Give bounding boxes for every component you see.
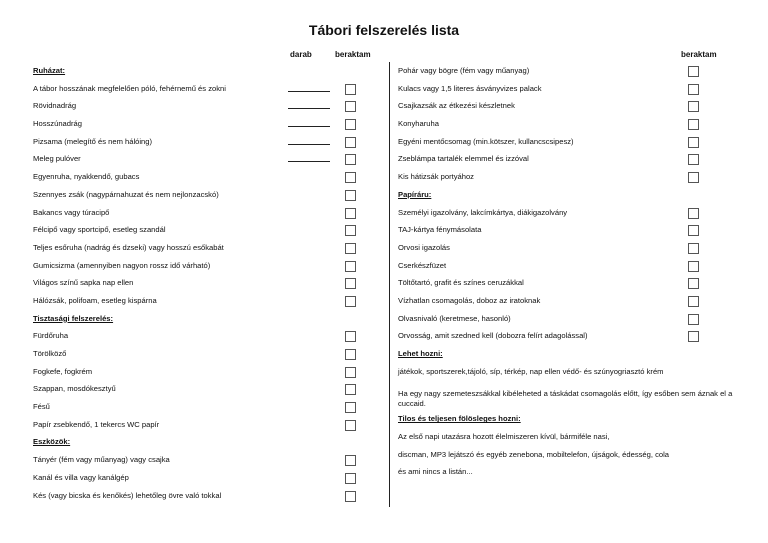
packed-checkbox[interactable] bbox=[688, 66, 699, 77]
count-blank[interactable] bbox=[288, 115, 330, 127]
right-checklist bbox=[398, 62, 748, 481]
packed-checkbox[interactable] bbox=[345, 119, 356, 130]
packed-checkbox[interactable] bbox=[345, 84, 356, 95]
packed-checkbox[interactable] bbox=[345, 154, 356, 165]
item-label: Törölköző bbox=[33, 349, 67, 358]
item-label: Az első napi utazásra hozott élelmiszeren kívül, bármiféle nasi, bbox=[398, 432, 610, 442]
item-label: Bakancs vagy túracipő bbox=[33, 207, 110, 217]
packed-checkbox[interactable] bbox=[345, 349, 356, 360]
packed-checkbox[interactable] bbox=[688, 137, 699, 148]
checklist-row bbox=[398, 292, 748, 310]
item-label: Pizsama (melegítő és nem hálóing) bbox=[33, 136, 153, 146]
item-label: Orvosi igazolás bbox=[398, 242, 450, 252]
packed-checkbox[interactable] bbox=[688, 119, 699, 130]
checklist-row bbox=[33, 257, 378, 275]
packed-checkbox[interactable] bbox=[345, 172, 356, 183]
item-label: Ha egy nagy szemeteszsákkal kibéleheted a táskádat csomagolás előtt, így esőben sem áznak el a cuccaid. bbox=[398, 389, 733, 409]
checklist-row bbox=[33, 416, 378, 434]
checklist-row bbox=[398, 463, 748, 481]
checklist-row bbox=[398, 221, 748, 239]
packed-checkbox[interactable] bbox=[688, 243, 699, 254]
item-label: Papír zsebkendő, 1 tekercs WC papír bbox=[33, 419, 160, 429]
item-label: Hálózsák, polifoam, esetleg kispárna bbox=[33, 295, 157, 305]
item-label: Cserkészfüzet bbox=[398, 260, 447, 270]
checklist-row bbox=[398, 380, 748, 410]
item-label: Fürdőruha bbox=[33, 331, 69, 341]
packed-checkbox[interactable] bbox=[345, 225, 356, 236]
packed-checkbox[interactable] bbox=[345, 455, 356, 466]
left-checklist bbox=[33, 62, 378, 504]
item-label: A tábor hosszának megfelelően póló, fehérnemű és zokni bbox=[33, 83, 226, 93]
checklist-row bbox=[398, 446, 748, 464]
checklist-row bbox=[398, 150, 748, 168]
item-label: Kulacs vagy 1,5 literes ásványvizes palack bbox=[398, 83, 542, 93]
packed-checkbox[interactable] bbox=[688, 101, 699, 112]
packed-checkbox[interactable] bbox=[688, 314, 699, 325]
packed-checkbox[interactable] bbox=[688, 208, 699, 219]
count-blank[interactable] bbox=[288, 133, 330, 145]
checklist-row bbox=[33, 80, 378, 98]
checklist-row bbox=[33, 150, 378, 168]
item-label: Világos színű sapka nap ellen bbox=[33, 278, 134, 288]
checklist-row bbox=[33, 398, 378, 416]
packed-checkbox[interactable] bbox=[688, 225, 699, 236]
packed-checkbox[interactable] bbox=[345, 261, 356, 272]
section-heading bbox=[398, 345, 748, 363]
packed-checkbox[interactable] bbox=[688, 172, 699, 183]
checklist-row bbox=[398, 133, 748, 151]
item-label: játékok, sportszerek,tájoló, síp, térkép, nap ellen védő- és szúnyogriasztó krém bbox=[398, 366, 664, 376]
packed-checkbox[interactable] bbox=[345, 331, 356, 342]
item-label: Pohár vagy bögre (fém vagy műanyag) bbox=[398, 66, 530, 75]
checklist-row bbox=[398, 257, 748, 275]
section-heading bbox=[398, 186, 748, 204]
packed-checkbox[interactable] bbox=[345, 402, 356, 413]
section-title: Lehet hozni: bbox=[398, 349, 443, 358]
packed-checkbox[interactable] bbox=[345, 101, 356, 112]
item-label: Gumicsizma (amennyiben nagyon rossz idő várható) bbox=[33, 260, 211, 270]
section-heading bbox=[33, 62, 378, 80]
item-label: Szappan, mosdókesztyű bbox=[33, 384, 116, 394]
item-label: Egyéni mentőcsomag (min.kötszer, kullancscsipesz) bbox=[398, 136, 574, 146]
packed-checkbox[interactable] bbox=[345, 420, 356, 431]
checklist-row bbox=[33, 380, 378, 398]
checklist-row bbox=[33, 221, 378, 239]
item-label: Meleg pulóver bbox=[33, 154, 81, 164]
section-title: Eszközök: bbox=[33, 437, 71, 447]
item-label: Fogkefe, fogkrém bbox=[33, 366, 93, 376]
checklist-row bbox=[33, 97, 378, 115]
checklist-row bbox=[398, 80, 748, 98]
item-label: Tányér (fém vagy műanyag) vagy csajka bbox=[33, 455, 170, 465]
item-label: Egyenruha, nyakkendő, gubacs bbox=[33, 172, 140, 182]
section-title: Tilos és teljesen fölösleges hozni: bbox=[398, 414, 521, 424]
item-label: Zseblámpa tartalék elemmel és izzóval bbox=[398, 154, 529, 164]
checklist-row bbox=[33, 133, 378, 151]
item-label: Vízhatlan csomagolás, doboz az iratoknak bbox=[398, 295, 541, 305]
packed-checkbox[interactable] bbox=[345, 243, 356, 254]
checklist-row bbox=[33, 115, 378, 133]
item-label: Csajkazsák az étkezési készletnek bbox=[398, 101, 515, 111]
section-title: Tisztasági felszerelés: bbox=[33, 313, 114, 323]
checklist-row bbox=[398, 115, 748, 133]
item-label: Kis hátizsák portyához bbox=[398, 172, 474, 182]
packed-checkbox[interactable] bbox=[345, 473, 356, 484]
section-title: Papíráru: bbox=[398, 189, 432, 199]
checklist-row bbox=[398, 274, 748, 292]
section-heading bbox=[33, 310, 378, 328]
checklist-row bbox=[33, 292, 378, 310]
checklist-row bbox=[33, 451, 378, 469]
checklist-row bbox=[398, 428, 748, 446]
item-label: Hosszúnadrág bbox=[33, 119, 82, 129]
checklist-row bbox=[33, 204, 378, 222]
count-column-header: darab bbox=[290, 50, 312, 59]
count-blank[interactable] bbox=[288, 150, 330, 162]
checklist-row bbox=[398, 204, 748, 222]
item-label: Töltőtartó, grafit és színes ceruzákkal bbox=[398, 278, 524, 288]
item-label: Orvosság, amit szedned kell (dobozra felírt adagolással) bbox=[398, 331, 588, 341]
packed-checkbox[interactable] bbox=[345, 137, 356, 148]
checklist-row bbox=[398, 310, 748, 328]
item-label: Személyi igazolvány, lakcímkártya, diákigazolvány bbox=[398, 207, 568, 217]
packed-checkbox[interactable] bbox=[345, 384, 356, 395]
checklist-row bbox=[33, 239, 378, 257]
item-label: Olvasnivaló (keretmese, hasonló) bbox=[398, 313, 511, 323]
item-label: Kanál és villa vagy kanálgép bbox=[33, 472, 129, 482]
checklist-row bbox=[33, 469, 378, 487]
checklist-row bbox=[33, 363, 378, 381]
packed-checkbox[interactable] bbox=[345, 190, 356, 201]
item-label: discman, MP3 lejátszó és egyéb zenebona, mobiltelefon, újságok, édesség, cola bbox=[398, 449, 670, 459]
count-blank[interactable] bbox=[288, 80, 330, 92]
checklist-row bbox=[398, 239, 748, 257]
section-heading bbox=[33, 433, 378, 451]
packed-checkbox[interactable] bbox=[688, 278, 699, 289]
packed-checkbox[interactable] bbox=[688, 84, 699, 95]
checklist-row bbox=[398, 97, 748, 115]
packed-checkbox[interactable] bbox=[345, 367, 356, 378]
item-label: Fésű bbox=[33, 402, 50, 412]
page-title: Tábori felszerelés lista bbox=[308, 22, 460, 38]
packed-checkbox[interactable] bbox=[345, 278, 356, 289]
checklist-row bbox=[398, 62, 748, 80]
packed-checkbox[interactable] bbox=[345, 296, 356, 307]
checklist-row bbox=[398, 327, 748, 345]
item-label: Teljes esőruha (nadrág és dzseki) vagy hosszú esőkabát bbox=[33, 242, 224, 252]
packed-checkbox[interactable] bbox=[345, 491, 356, 502]
column-divider bbox=[389, 62, 390, 507]
section-title: Ruházat: bbox=[33, 66, 66, 75]
checklist-row bbox=[33, 168, 378, 186]
checklist-row bbox=[33, 487, 378, 505]
item-label: Kés (vagy bicska és kenőkés) lehetőleg övre való tokkal bbox=[33, 490, 222, 500]
checklist-row bbox=[33, 327, 378, 345]
packed-checkbox[interactable] bbox=[688, 261, 699, 272]
packed-checkbox[interactable] bbox=[688, 331, 699, 342]
checklist-row bbox=[33, 345, 378, 363]
item-label: Félcipő vagy sportcipő, esetleg szandál bbox=[33, 225, 166, 235]
packed-checkbox[interactable] bbox=[688, 296, 699, 307]
packed-column-header-left: beraktam bbox=[335, 50, 371, 59]
item-label: Szennyes zsák (nagypárnahuzat és nem nejlonzacskó) bbox=[33, 189, 219, 199]
item-label: TAJ-kártya fénymásolata bbox=[398, 225, 482, 235]
checklist-row bbox=[398, 168, 748, 186]
checklist-row bbox=[33, 186, 378, 204]
item-label: Rövidnadrág bbox=[33, 101, 77, 111]
item-label: és ami nincs a listán... bbox=[398, 467, 473, 477]
packed-checkbox[interactable] bbox=[688, 154, 699, 165]
checklist-row bbox=[398, 363, 748, 381]
count-blank[interactable] bbox=[288, 97, 330, 109]
item-label: Konyharuha bbox=[398, 119, 439, 129]
section-heading bbox=[398, 410, 748, 428]
checklist-row bbox=[33, 274, 378, 292]
packed-checkbox[interactable] bbox=[345, 208, 356, 219]
packed-column-header-right: beraktam bbox=[681, 50, 717, 59]
